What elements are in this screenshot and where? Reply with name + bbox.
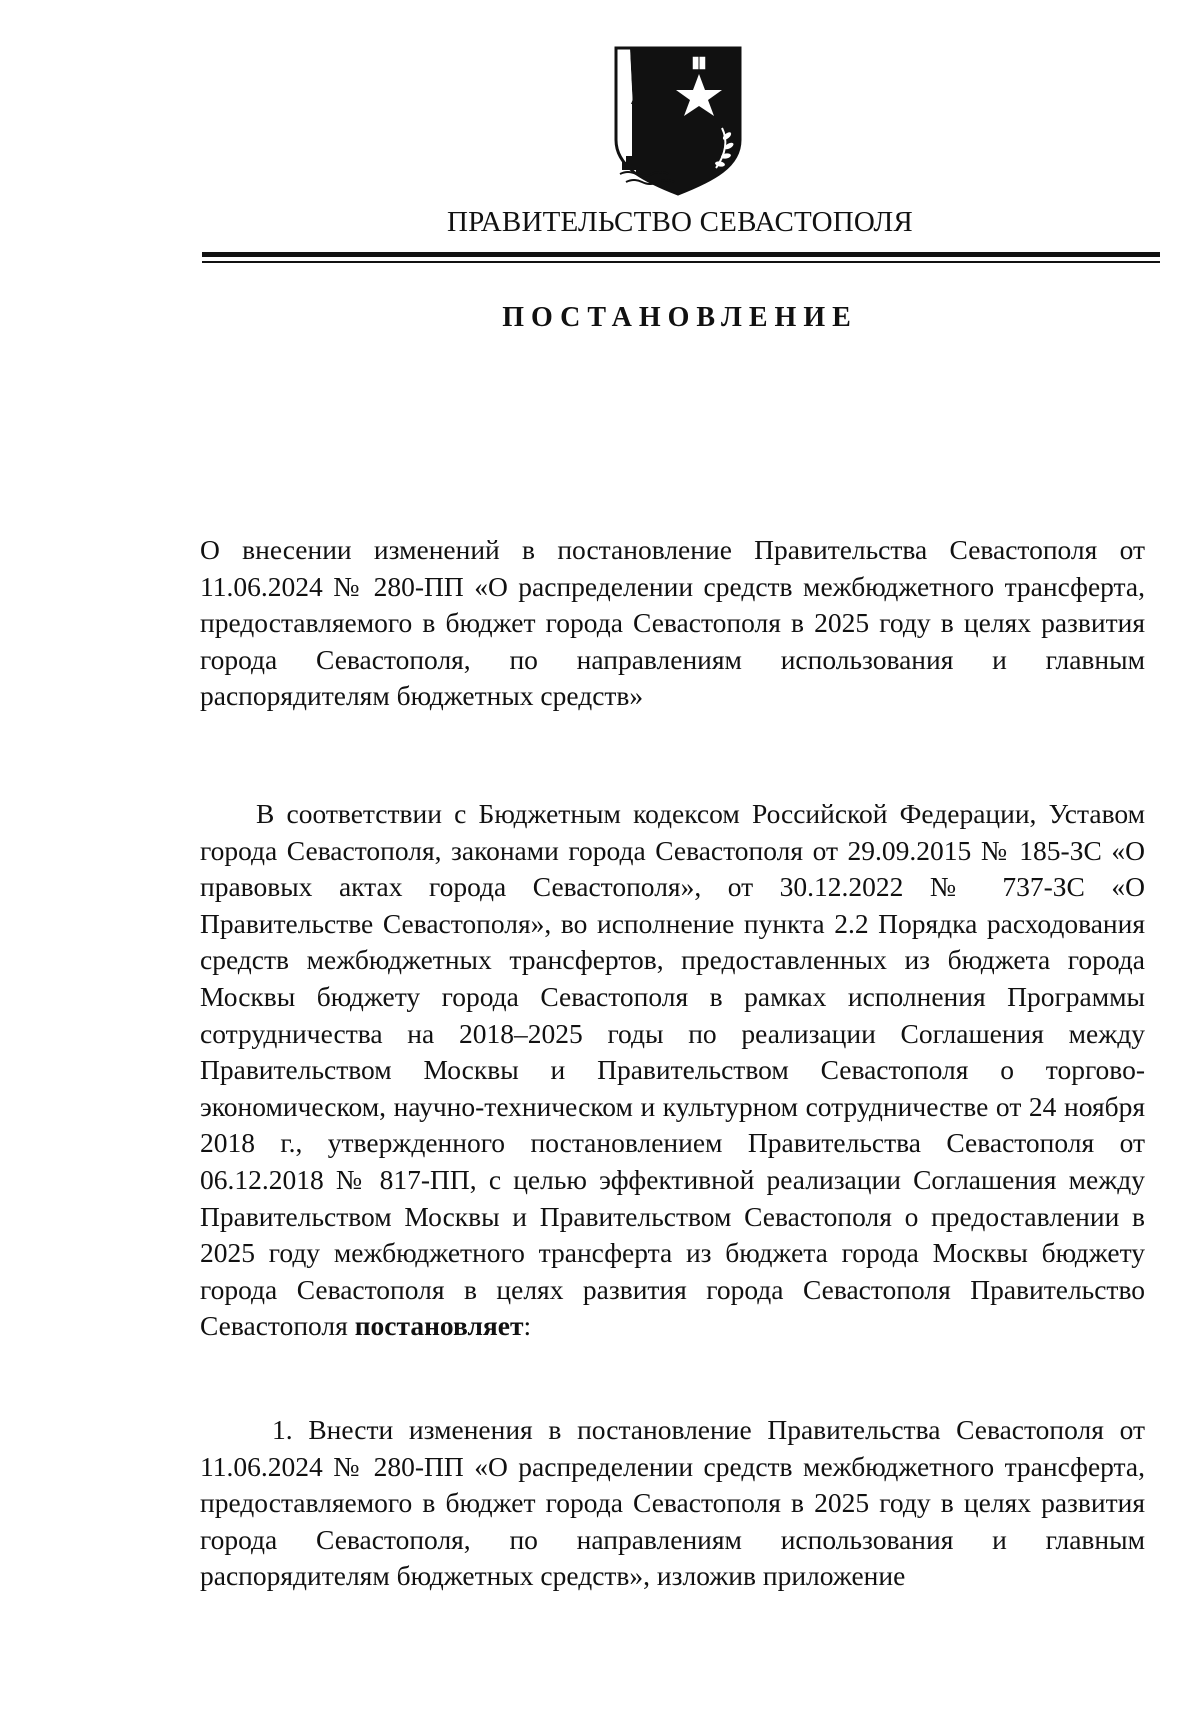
header-rule-thick [202, 252, 1160, 257]
decree-word: постановляет [354, 1310, 524, 1342]
header-rule-thin [202, 261, 1160, 263]
organization-name: ПРАВИТЕЛЬСТВО СЕВАСТОПОЛЯ [447, 206, 913, 238]
coat-of-arms-icon [610, 44, 746, 198]
decree-punctuation: : [523, 1310, 532, 1342]
document-type-title: ПОСТАНОВЛЕНИЕ [502, 302, 858, 333]
preamble-paragraph [200, 796, 1145, 1345]
coat-of-arms-emblem [610, 44, 746, 198]
document-subject: О внесении изменений в постановление Правительства Севастополя от 11.06.2024 № 280-ПП «О распределении средств межбюджетного трансферта, предоставляемого в бюджет города Севастополя в 2025 году в целях развития города Севастополя, по направлениям использования и главным распорядителям бюджетных средств» [200, 534, 1145, 712]
resolution-item-1: 1. Внести изменения в постановление Правительства Севастополя от 11.06.2024 № 280-ПП «О распределении средств межбюджетного трансферта, предоставляемого в бюджет города Севастополя в 2025 году в целях развития города Севастополя, по направлениям использования и главным распорядителям бюджетных средств», изложив приложение [200, 1414, 1145, 1592]
preamble-text: В соответствии с Бюджетным кодексом Российской Федерации, Уставом города Севастополя, законами города Севастополя от 29.09.2015 № 185-ЗС «О правовых актах города Севастополя», от 30.12.2022 № 737-ЗС «О Правительстве Севастополя», во исполнение пункта 2.2 Порядка расходования средств межбюджетных трансфертов, предоставленных из бюджета города Москвы бюджету города Севастополя в рамках исполнения Программы сотрудничества на 2018–2025 годы по реализации Соглашения между Правительством Москвы и Правительством Севастополя о торгово-экономическом, научно-техническом и культурном сотрудничестве от 24 ноября 2018 г., утвержденного постановлением Правительства Севастополя от 06.12.2018 № 817-ПП, с целью эффективной реализации Соглашения между Правительством Москвы и Правительством Севастополя о предоставлении в 2025 году межбюджетного трансферта из бюджета города Москвы бюджету города Севастополя в целях развития города Севастополя Правительство Севастополя [200, 798, 1145, 1342]
